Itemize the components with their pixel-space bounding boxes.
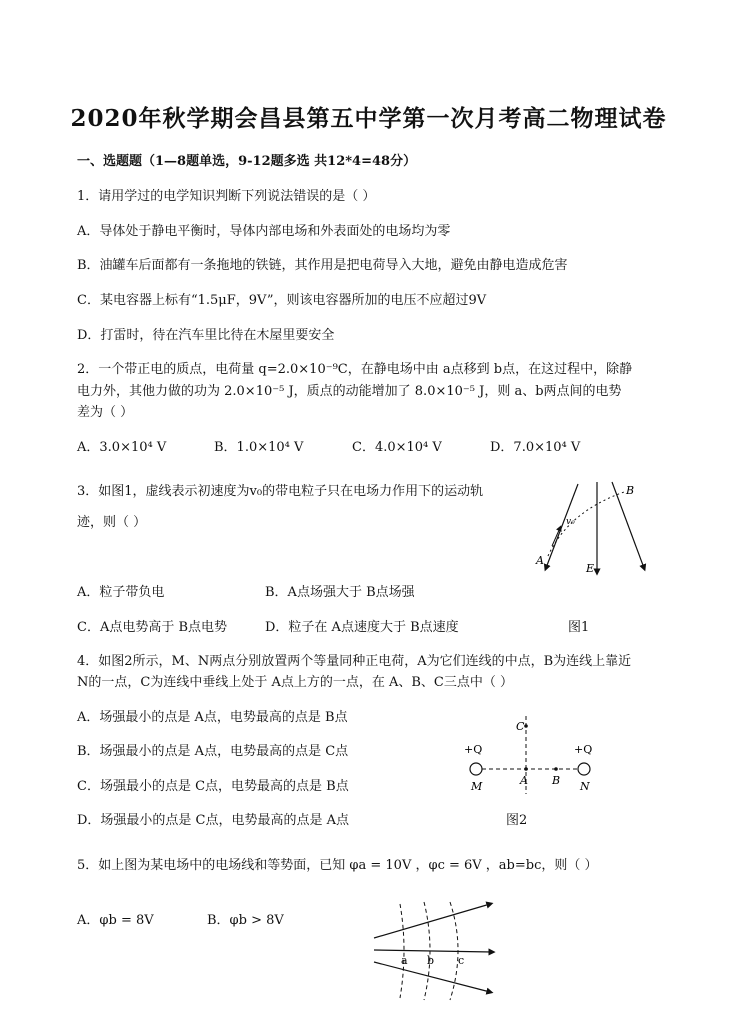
q3-option-b: B．A点场强大于 B点场强 (265, 585, 415, 600)
fig5-label-b: b (427, 954, 435, 967)
field-line-top (374, 904, 490, 938)
fig2-label-a: A (520, 774, 528, 787)
figure-5-field-lines (366, 898, 501, 1002)
fig1-label-a: A (536, 554, 544, 567)
exam-title: 2020年秋学期会昌县第五中学第一次月考高二物理试卷 (70, 105, 667, 132)
q3-option-c: C．A点电势高于 B点电势 (77, 620, 228, 635)
fig2-label-c: C (516, 720, 525, 733)
trajectory-dashed (548, 492, 624, 556)
q4-line1: 4．如图2所示，M、N两点分别放置两个等量同种正电荷，A为它们连线的中点，B为连线上靠近 (77, 654, 632, 669)
q1-option-b: B．油罐车后面都有一条拖地的铁链，其作用是把电荷导入大地，避免由静电造成危害 (77, 258, 568, 273)
q1-stem: 1．请用学过的电学知识判断下列说法错误的是（ ） (77, 189, 376, 204)
point-a (524, 767, 528, 771)
q3-line1: 3．如图1，虚线表示初速度为v₀的带电粒子只在电场力作用下的运动轨 (77, 484, 484, 499)
q4-option-b: B．场强最小的点是 A点，电势最高的点是 C点 (77, 744, 349, 759)
q4-line2: N的一点，C为连线中垂线上处于 A点上方的一点，在 A、B、C三点中（ ） (77, 675, 513, 690)
section-heading: 一、选题题（1—8题单选，9-12题多选 共12*4=48分） (77, 154, 417, 169)
point-b (554, 767, 558, 771)
q2-option-a: A．3.0×10⁴ V (77, 440, 167, 455)
q2-line3: 差为（ ） (77, 405, 134, 420)
fig5-label-c: c (458, 954, 465, 967)
fig2-label-ql: +Q (464, 743, 483, 756)
charge-m (470, 763, 482, 775)
fig5-label-a: a (401, 954, 408, 967)
q4-option-c: C．场强最小的点是 C点，电势最高的点是 B点 (77, 779, 349, 794)
q3-option-a: A．粒子带负电 (77, 585, 165, 600)
fig1-label-b: B (626, 484, 635, 497)
q2-option-c: C．4.0×10⁴ V (352, 440, 442, 455)
q2-option-b: B．1.0×10⁴ V (214, 440, 304, 455)
fig2-label-m: M (471, 780, 483, 793)
q1-option-c: C．某电容器上标有“1.5μF，9V”，则该电容器所加的电压不应超过9V (77, 293, 487, 308)
figure-2-charges (460, 712, 610, 798)
q4-option-d: D．场强最小的点是 C点，电势最高的点是 A点 (77, 813, 350, 828)
q2-option-d: D．7.0×10⁴ V (490, 440, 581, 455)
q2-line2: 电力外，其他力做的功为 2.0×10⁻⁵ J，质点的动能增加了 8.0×10⁻⁵ J，则 a、b两点间的电势 (77, 384, 622, 399)
fig1-label-e: E (586, 562, 595, 575)
q1-option-a: A．导体处于静电平衡时，导体内部电场和外表面处的电场均为零 (77, 224, 451, 239)
fig2-label-b: B (552, 774, 561, 787)
q3-line2: 迹，则（ ） (77, 515, 147, 530)
fig2-label-qr: +Q (574, 743, 593, 756)
fig2-caption: 图2 (506, 813, 528, 828)
fig1-caption: 图1 (568, 620, 590, 635)
charge-n (578, 763, 590, 775)
field-line-middle (374, 950, 492, 952)
q1-option-d: D．打雷时，待在汽车里比待在木屋里要安全 (77, 328, 335, 343)
figure-1-field-lines (528, 476, 658, 582)
q2-line1: 2．一个带正电的质点，电荷量 q=2.0×10⁻⁹C，在静电场中由 a点移到 b点，在这过程中，除静 (77, 362, 633, 377)
point-c (524, 724, 528, 728)
q5-option-b: B．φb > 8V (207, 913, 284, 928)
q3-option-d: D．粒子在 A点速度大于 B点速度 (265, 620, 459, 635)
q4-option-a: A．场强最小的点是 A点，电势最高的点是 B点 (77, 710, 348, 725)
fig1-label-v0: v₀ (566, 517, 575, 527)
q5-stem: 5．如上图为某电场中的电场线和等势面，已知 φa = 10V ，φc = 6V ，ab=bc，则（ ） (77, 858, 598, 873)
q5-option-a: A．φb = 8V (77, 913, 154, 928)
fig2-label-n: N (580, 780, 590, 793)
